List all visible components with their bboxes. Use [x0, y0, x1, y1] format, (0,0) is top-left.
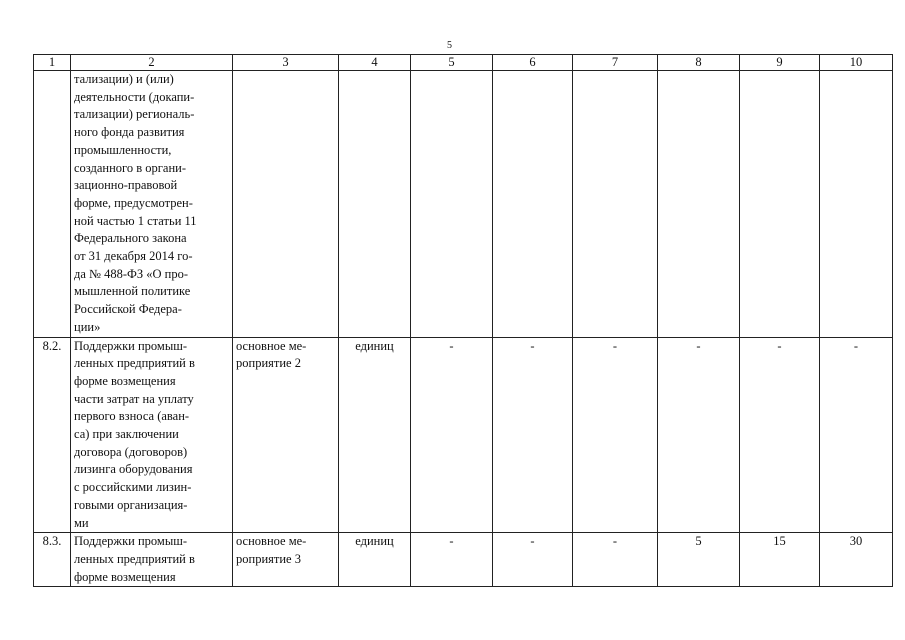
- text-line: роприятие 2: [236, 356, 301, 371]
- value-cell: [740, 71, 820, 338]
- column-header: 1: [34, 55, 71, 71]
- value-cell: -: [411, 337, 493, 533]
- text-line: договора (договоров): [74, 444, 188, 459]
- text-line: роприятие 3: [236, 551, 301, 566]
- value-cell: [573, 71, 658, 338]
- event-cell: [233, 533, 339, 587]
- indicator-name-cell: [71, 533, 233, 587]
- text-line: деятельности (докапи-: [74, 89, 195, 104]
- value-cell: [493, 71, 573, 338]
- text-line: созданного в органи-: [74, 160, 186, 175]
- text-line: лизинга оборудования: [74, 462, 193, 477]
- text-line: части затрат на уплату: [74, 391, 194, 406]
- text-line: форме возмещения: [74, 373, 176, 388]
- value-cell: -: [740, 337, 820, 533]
- unit-cell: единиц: [339, 337, 411, 533]
- text-line: первого взноса (аван-: [74, 409, 190, 424]
- row-number: 8.2.: [34, 337, 71, 533]
- value-cell: [411, 71, 493, 338]
- column-header: 10: [820, 55, 893, 71]
- value-cell: -: [658, 337, 740, 533]
- text-line: Поддержки промыш-: [74, 534, 188, 549]
- event-cell: [233, 337, 339, 533]
- column-header: 8: [658, 55, 740, 71]
- text-line: ции»: [74, 319, 101, 334]
- text-line: от 31 декабря 2014 го-: [74, 249, 193, 264]
- text-line: тализации) региональ-: [74, 107, 195, 122]
- text-line: форме, предусмотрен-: [74, 195, 193, 210]
- text-line: ленных предприятий в: [74, 551, 195, 566]
- value-cell: -: [493, 337, 573, 533]
- text-line: ного фонда развития: [74, 125, 185, 140]
- text-line: да № 488-ФЗ «О про-: [74, 266, 189, 281]
- value-cell: 30: [820, 533, 893, 587]
- indicator-name-cell: [71, 337, 233, 533]
- text-line: основное ме-: [236, 534, 307, 549]
- text-line: говыми организация-: [74, 497, 188, 512]
- column-header: 2: [71, 55, 233, 71]
- row-number: 8.3.: [34, 533, 71, 587]
- page-number: 5: [447, 40, 452, 51]
- value-cell: -: [820, 337, 893, 533]
- table-row: [34, 71, 893, 338]
- table-row: [34, 337, 893, 533]
- text-line: основное ме-: [236, 338, 307, 353]
- value-cell: 5: [658, 533, 740, 587]
- text-line: са) при заключении: [74, 427, 179, 442]
- column-header: 4: [339, 55, 411, 71]
- value-cell: -: [493, 533, 573, 587]
- column-header: 6: [493, 55, 573, 71]
- text-line: форме возмещения: [74, 569, 176, 584]
- text-line: ленных предприятий в: [74, 356, 195, 371]
- indicator-name-cell: [71, 71, 233, 338]
- value-cell: -: [573, 337, 658, 533]
- value-cell: [820, 71, 893, 338]
- text-line: с российскими лизин-: [74, 480, 192, 495]
- row-number: [34, 71, 71, 338]
- value-cell: -: [411, 533, 493, 587]
- text-line: зационно-правовой: [74, 178, 178, 193]
- table-header-row: [34, 55, 893, 71]
- unit-cell: единиц: [339, 533, 411, 587]
- column-header: 3: [233, 55, 339, 71]
- column-header: 7: [573, 55, 658, 71]
- value-cell: -: [573, 533, 658, 587]
- text-line: Федерального закона: [74, 231, 187, 246]
- value-cell: 15: [740, 533, 820, 587]
- text-line: ми: [74, 515, 89, 530]
- indicator-table: [33, 54, 893, 587]
- column-header: 5: [411, 55, 493, 71]
- text-line: промышленности,: [74, 142, 172, 157]
- event-cell: [233, 71, 339, 338]
- value-cell: [658, 71, 740, 338]
- text-line: мышленной политике: [74, 284, 191, 299]
- text-line: Российской Федера-: [74, 302, 182, 317]
- text-line: тализации) и (или): [74, 72, 174, 86]
- text-line: Поддержки промыш-: [74, 338, 188, 353]
- text-line: ной частью 1 статьи 11: [74, 213, 197, 228]
- table-row: [34, 533, 893, 587]
- unit-cell: [339, 71, 411, 338]
- column-header: 9: [740, 55, 820, 71]
